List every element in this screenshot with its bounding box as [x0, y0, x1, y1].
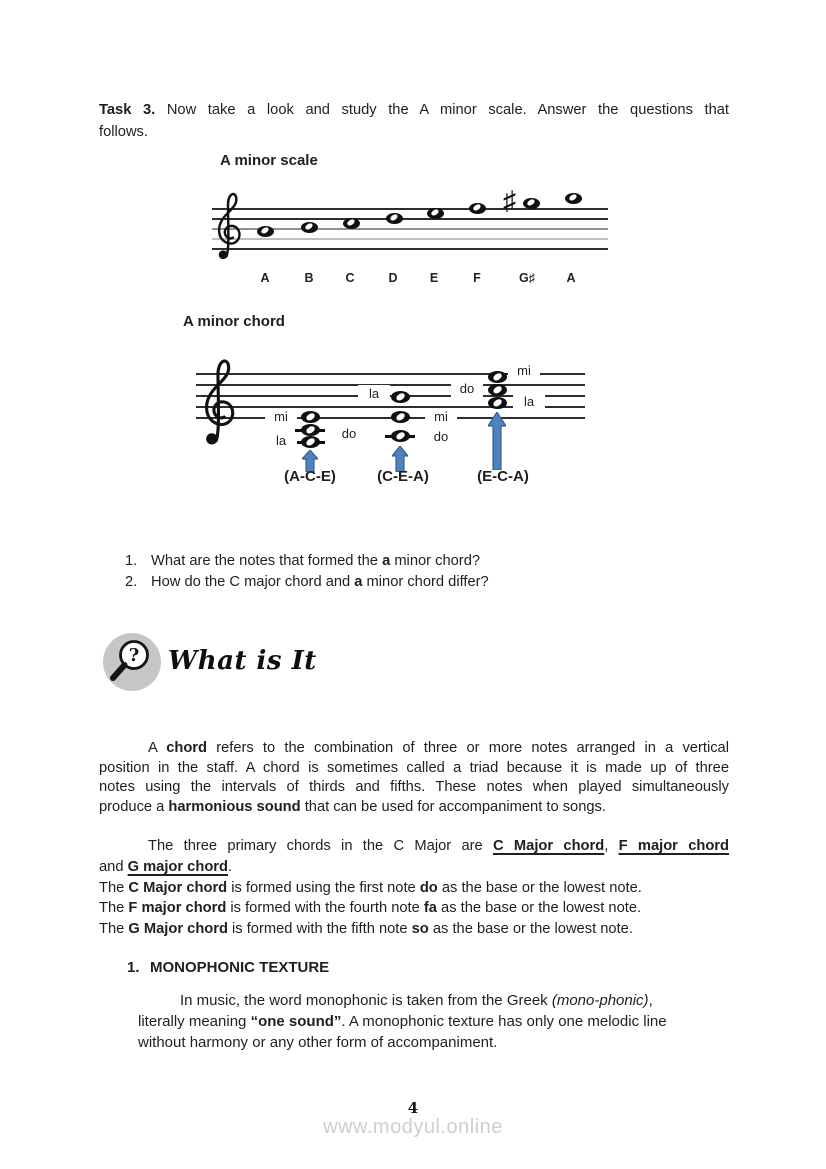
- primary-chords-paragraph: The three primary chords in the C Major are C Major chord, F major chord and G major chord. The C Major chord is formed using the first note do as the base or the lowest note. The F major chord is formed with the fourth note fa as the base or the lowest note. The G Major chord is formed with the fifth note so as the base or the lowest note.: [99, 838, 729, 938]
- monophonic-heading: MONOPHONIC TEXTURE: [150, 959, 330, 976]
- question-item: [125, 572, 685, 593]
- note-letter: A: [566, 271, 576, 285]
- scale-figure-title: A minor scale: [220, 152, 318, 169]
- up-arrow-icon: [488, 412, 506, 470]
- note-letter: F: [473, 271, 481, 285]
- solfege-label: do: [333, 425, 365, 442]
- staff-line: [212, 208, 608, 210]
- solfege-label: la: [358, 385, 390, 402]
- whole-note: [523, 198, 540, 209]
- staff-line: [212, 218, 608, 220]
- staff-line: [196, 384, 585, 386]
- monophonic-paragraph: In music, the word monophonic is taken from the Greek (mono-phonic), literally meaning “one sound”. A monophonic texture has only one melodic line without harmony or any other form of accompaniment.: [138, 992, 667, 1051]
- note-letter: B: [304, 271, 314, 285]
- question-text: What are the notes that formed the a minor chord?: [151, 553, 481, 569]
- a-minor-chord-figure: [185, 350, 597, 495]
- sharp-icon: ♯: [503, 185, 516, 215]
- whole-note: [301, 436, 320, 448]
- solfege-label: do: [425, 428, 457, 445]
- note-letter: C: [345, 271, 355, 285]
- treble-clef-icon: [212, 187, 244, 265]
- whole-note: [488, 397, 507, 409]
- whole-note: [565, 193, 582, 204]
- question-number: 1.: [125, 553, 138, 569]
- solfege-label: la: [265, 432, 297, 449]
- task-paragraph: Task 3. Now take a look and study the A minor scale. Answer the questions that follows.: [99, 102, 730, 140]
- what-is-it-heading: What is It: [168, 646, 317, 676]
- question-item: [125, 551, 685, 572]
- whole-note: [488, 371, 507, 383]
- whole-note: [488, 384, 507, 396]
- solfege-label: do: [451, 380, 483, 397]
- note-letter: D: [388, 271, 398, 285]
- solfege-label: la: [513, 393, 545, 410]
- magnifier-question-icon: [103, 633, 161, 691]
- chord-figure-title: A minor chord: [183, 313, 285, 330]
- note-letter: G♯: [519, 271, 535, 285]
- note-letter: A: [260, 271, 270, 285]
- question-text: How do the C major chord and a minor chord differ?: [151, 574, 489, 590]
- whole-note: [391, 411, 410, 423]
- whole-note: [427, 208, 444, 219]
- chord-caption: (E-C-A): [477, 468, 529, 485]
- solfege-label: mi: [425, 408, 457, 425]
- whole-note: [301, 222, 318, 233]
- whole-note: [391, 430, 410, 442]
- whole-note: [343, 218, 360, 229]
- solfege-label: mi: [508, 362, 540, 379]
- section-number: 1.: [127, 959, 140, 976]
- monophonic-heading-row: [127, 959, 329, 976]
- staff-line: [212, 248, 608, 250]
- whole-note: [469, 203, 486, 214]
- whole-note: [301, 411, 320, 423]
- note-letter: E: [429, 271, 439, 285]
- question-number: 2.: [125, 574, 138, 590]
- watermark: www.modyul.online: [323, 1116, 503, 1138]
- chord-caption: (C-E-A): [377, 468, 429, 485]
- treble-clef-icon: [195, 352, 241, 452]
- chord-caption: (A-C-E): [284, 468, 336, 485]
- what-is-it-icon-circle: [103, 633, 161, 691]
- whole-note: [386, 213, 403, 224]
- whole-note: [301, 424, 320, 436]
- question-mark-glyph: ?: [128, 645, 140, 666]
- a-minor-scale-figure: [210, 185, 610, 290]
- questions-list: [125, 551, 685, 593]
- whole-note: [257, 226, 274, 237]
- whole-note: [391, 391, 410, 403]
- chord-definition-paragraph: A chord refers to the combination of three or more notes arranged in a vertical position in the staff. A chord is sometimes called a triad because it is made up of three notes using the intervals of thirds and fifths. These notes when played simultaneously produce a harmonious sound that can be used for accompaniment to songs.: [99, 740, 729, 816]
- staff-line: [212, 238, 608, 240]
- page-number: 4: [407, 1099, 419, 1117]
- solfege-label: mi: [265, 408, 297, 425]
